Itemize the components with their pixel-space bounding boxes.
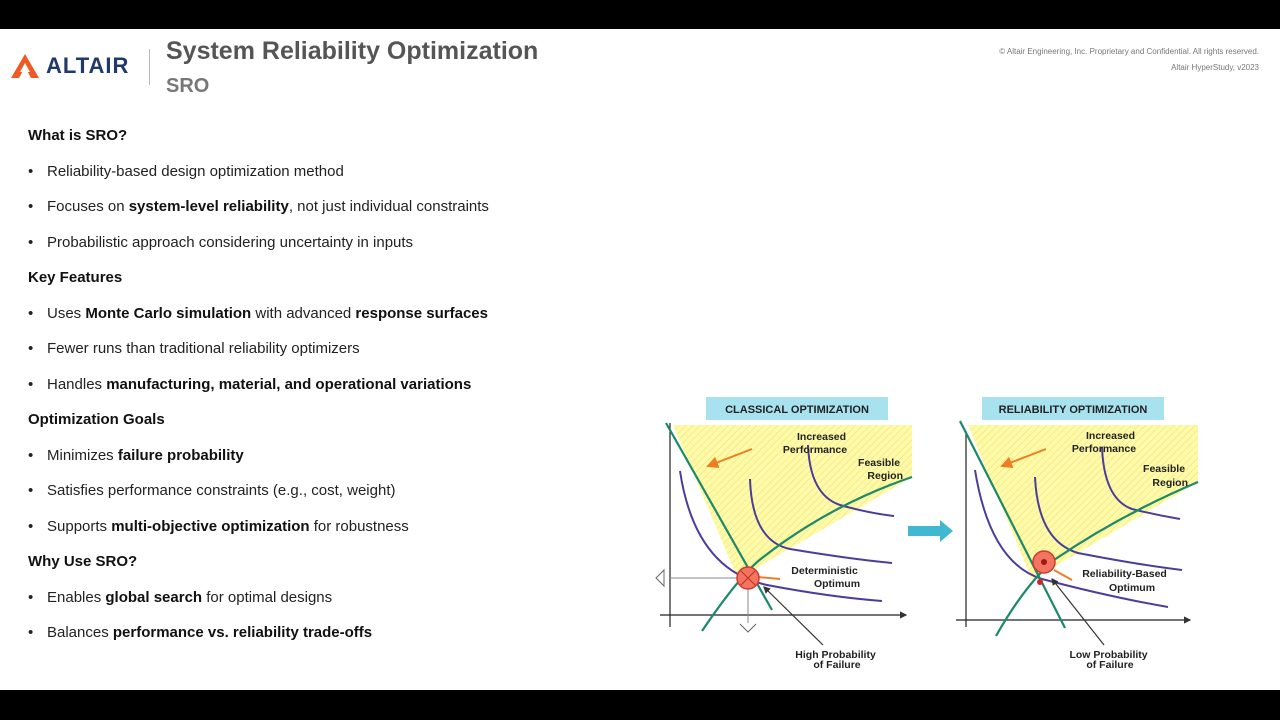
bullet-text: Uses: [47, 304, 86, 322]
copyright-line: © Altair Engineering, Inc. Proprietary and Confidential. All rights reserved.: [999, 47, 1259, 56]
bullet-emphasis: failure probability: [117, 446, 244, 464]
slide: [0, 29, 1280, 690]
section-heading: Optimization Goals: [28, 411, 165, 428]
bullet-item: [28, 196, 628, 232]
bullet-item: [28, 445, 628, 481]
classical-panel: [656, 397, 912, 671]
bullet-emphasis: response surfaces: [355, 304, 488, 322]
logo-text: ALTAIR: [46, 53, 130, 78]
reliability-header: RELIABILITY OPTIMIZATION: [998, 404, 1148, 416]
increased-performance-label: Increased Performance: [1071, 430, 1137, 455]
bullet-emphasis: global search: [105, 588, 203, 606]
bullet-emphasis: performance vs. reliability trade-offs: [112, 624, 373, 641]
input-distribution-icon: [656, 570, 664, 586]
bullet-emphasis: multi-objective optimization: [111, 517, 310, 535]
failure-pointer: [764, 587, 823, 645]
optimum-marker-arrow: [758, 577, 780, 579]
altair-logo: [10, 53, 129, 79]
optimization-comparison-figure: [640, 365, 1230, 671]
high-failure-probability-label: High Probability of Failure: [795, 649, 876, 671]
bullet-text: Handles: [47, 375, 107, 393]
reliability-panel: [956, 397, 1198, 671]
bullet-item: [28, 587, 628, 623]
bullet-item: [28, 516, 628, 552]
content-list: [28, 125, 628, 658]
bullet-text: Supports: [47, 517, 112, 535]
bullet-emphasis: manufacturing, material, and operational variations: [106, 375, 472, 393]
bullet-text: for robustness: [309, 517, 409, 535]
bullet-item: [28, 480, 628, 516]
bullet-text: Enables: [47, 588, 106, 606]
feasible-region-label: Feasible Region: [1143, 463, 1188, 489]
bullet-item: [28, 161, 628, 197]
transition-arrow-icon: [908, 520, 953, 542]
section-heading: What is SRO?: [28, 127, 128, 144]
bullet-text: Focuses on: [47, 198, 129, 215]
altair-logo-icon: [10, 53, 40, 79]
reliability-optimum-label: Reliability-Based Optimum: [1082, 568, 1167, 594]
deterministic-optimum-label: Deterministic Optimum: [791, 565, 861, 590]
bullet-text: , not just individual constraints: [288, 198, 489, 215]
deterministic-point-dot: [1037, 579, 1043, 585]
bullet-text: Probabilistic approach considering uncertainty in inputs: [47, 233, 414, 251]
bullet-item: [28, 303, 628, 339]
section-heading: Why Use SRO?: [28, 553, 138, 570]
increased-performance-label: Increased Performance: [782, 431, 848, 456]
bullet-emphasis: system-level reliability: [128, 198, 289, 215]
optimum-marker-arrow: [1054, 570, 1072, 580]
bullet-text: Minimizes: [47, 446, 118, 464]
version-line: Altair HyperStudy, v2023: [1171, 63, 1259, 72]
bullet-text: Fewer runs than traditional reliability optimizers: [47, 340, 360, 357]
bullet-item: [28, 374, 628, 410]
bullet-text: with advanced: [251, 304, 356, 322]
classical-header: CLASSICAL OPTIMIZATION: [725, 404, 869, 416]
bullet-item: [28, 338, 628, 374]
bullet-item: [28, 232, 628, 268]
low-failure-probability-label: Low Probability of Failure: [1069, 649, 1148, 671]
bullet-text: Reliability-based design optimization method: [47, 162, 344, 180]
page-subtitle: SRO: [166, 75, 210, 97]
page-title: System Reliability Optimization: [166, 37, 539, 65]
bullet-text: Balances: [47, 624, 113, 641]
optimum-center-dot: [1041, 559, 1047, 565]
header-divider: [149, 49, 150, 85]
bullet-item: [28, 622, 628, 658]
bullet-text: Satisfies performance constraints (e.g., cost, weight): [47, 482, 396, 499]
copyright-notice: [999, 44, 1259, 76]
input-distribution-icon: [740, 624, 756, 632]
bullet-emphasis: Monte Carlo simulation: [85, 304, 252, 322]
bullet-text: for optimal designs: [202, 588, 333, 606]
section-heading: Key Features: [28, 269, 123, 286]
feasible-region-label: Feasible Region: [858, 457, 903, 482]
